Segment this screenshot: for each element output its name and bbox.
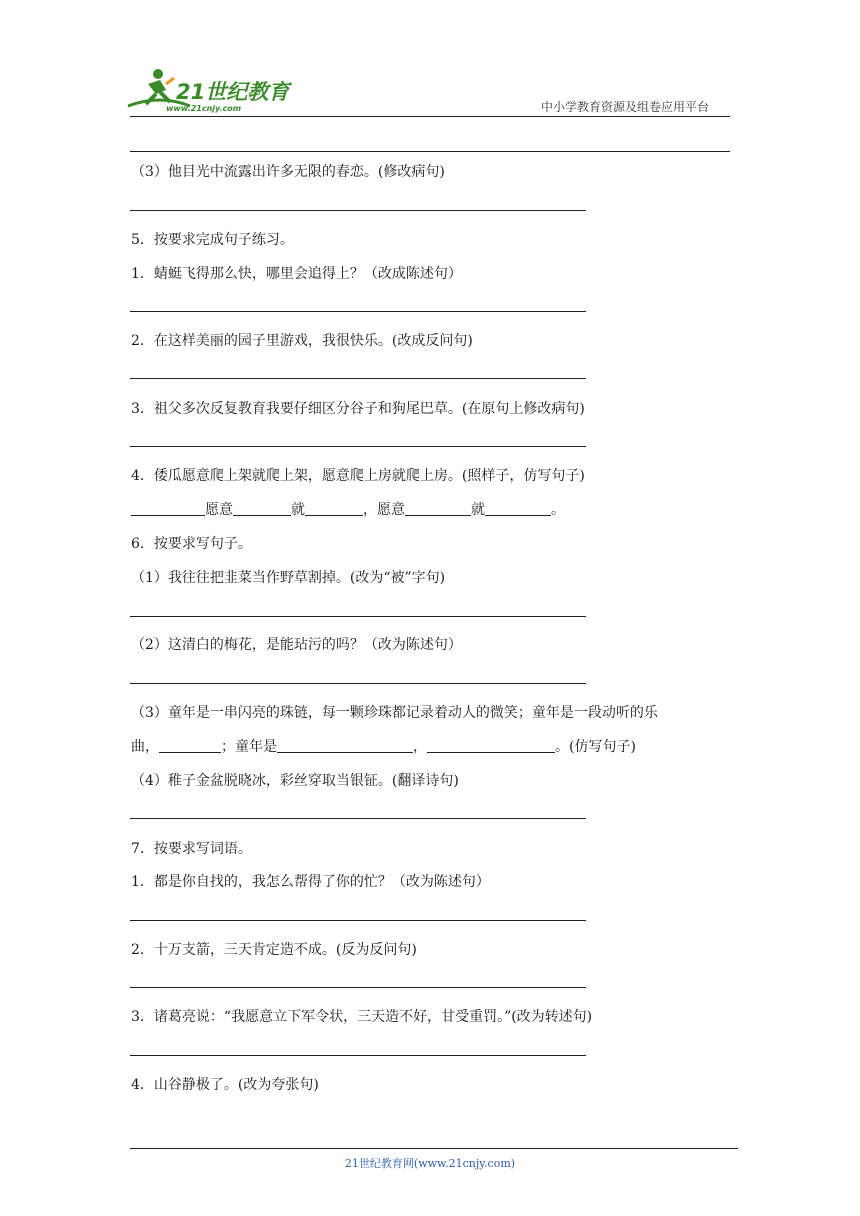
answer-line[interactable]: [130, 987, 586, 988]
fill-blank[interactable]: [405, 501, 471, 516]
answer-line[interactable]: [130, 378, 586, 379]
fill-blank[interactable]: [277, 738, 413, 753]
question-text: （1）我往往把韭菜当作野草割掉。(改为“被”字句): [131, 570, 446, 586]
question-text: （4）稚子金盆脱晓冰，彩丝穿取当银钲。(翻译诗句): [131, 773, 459, 789]
answer-line[interactable]: [130, 210, 586, 211]
answer-line[interactable]: [130, 818, 586, 819]
question-text: 1．蜻蜓飞得那么快，哪里会追得上？（改成陈述句）: [131, 266, 462, 282]
footer-divider: [130, 1148, 738, 1149]
answer-line[interactable]: [130, 683, 586, 684]
header-divider: [130, 116, 730, 117]
answer-line[interactable]: [130, 616, 586, 617]
question-text: （2）这清白的梅花，是能玷污的吗？（改为陈述句）: [131, 637, 462, 653]
question-text: 2．在这样美丽的园子里游戏，我很快乐。(改成反问句): [131, 333, 473, 349]
question-text: （3）他目光中流露出许多无限的春恋。(修改病句): [131, 164, 445, 180]
fill-blank[interactable]: [233, 501, 291, 516]
section-heading: 7．按要求写词语。: [131, 841, 252, 857]
header-divider-2: [130, 151, 730, 152]
platform-title: 中小学教育资源及组卷应用平台: [541, 100, 710, 114]
question-text: （3）童年是一串闪亮的珠链，每一颗珍珠都记录着动人的微笑；童年是一段动听的乐: [131, 705, 658, 721]
answer-line[interactable]: [130, 1055, 586, 1056]
question-text: 3．诸葛亮说：“我愿意立下军令状，三天造不好，甘受重罚。”(改为转述句): [131, 1009, 593, 1025]
fill-blank[interactable]: [305, 501, 363, 516]
answer-line[interactable]: [130, 446, 586, 447]
section-heading: 5．按要求完成句子练习。: [131, 232, 294, 248]
fill-blank[interactable]: [485, 501, 551, 516]
fill-blank[interactable]: [427, 738, 555, 753]
logo-url: www.21cnjy.com: [166, 104, 242, 113]
fill-blank[interactable]: [131, 501, 205, 516]
question-text: 3．祖父多次反复教育我要仔细区分谷子和狗尾巴草。(在原句上修改病句): [131, 401, 585, 417]
answer-line[interactable]: [130, 311, 586, 312]
fill-in-line: 曲， ；童年是 ， 。(仿写句子): [131, 739, 636, 755]
question-text: 4．山谷静极了。(改为夸张句): [131, 1077, 319, 1093]
logo-text: 21世纪教育: [176, 80, 290, 104]
section-heading: 6．按要求写句子。: [131, 536, 252, 552]
question-text: 1．都是你自找的，我怎么帮得了你的忙？（改为陈述句）: [131, 874, 490, 890]
fill-blank[interactable]: [159, 738, 221, 753]
footer-text[interactable]: 21世纪教育网(www.21cnjy.com): [344, 1157, 516, 1170]
fill-in-line: 愿意 就 ，愿意 就 。: [131, 499, 565, 519]
question-text: 4．倭瓜愿意爬上架就爬上架，愿意爬上房就爬上房。(照样子，仿写句子): [131, 468, 585, 484]
question-text: 2．十万支箭，三天肯定造不成。(反为反问句): [131, 942, 417, 958]
answer-line[interactable]: [130, 920, 586, 921]
